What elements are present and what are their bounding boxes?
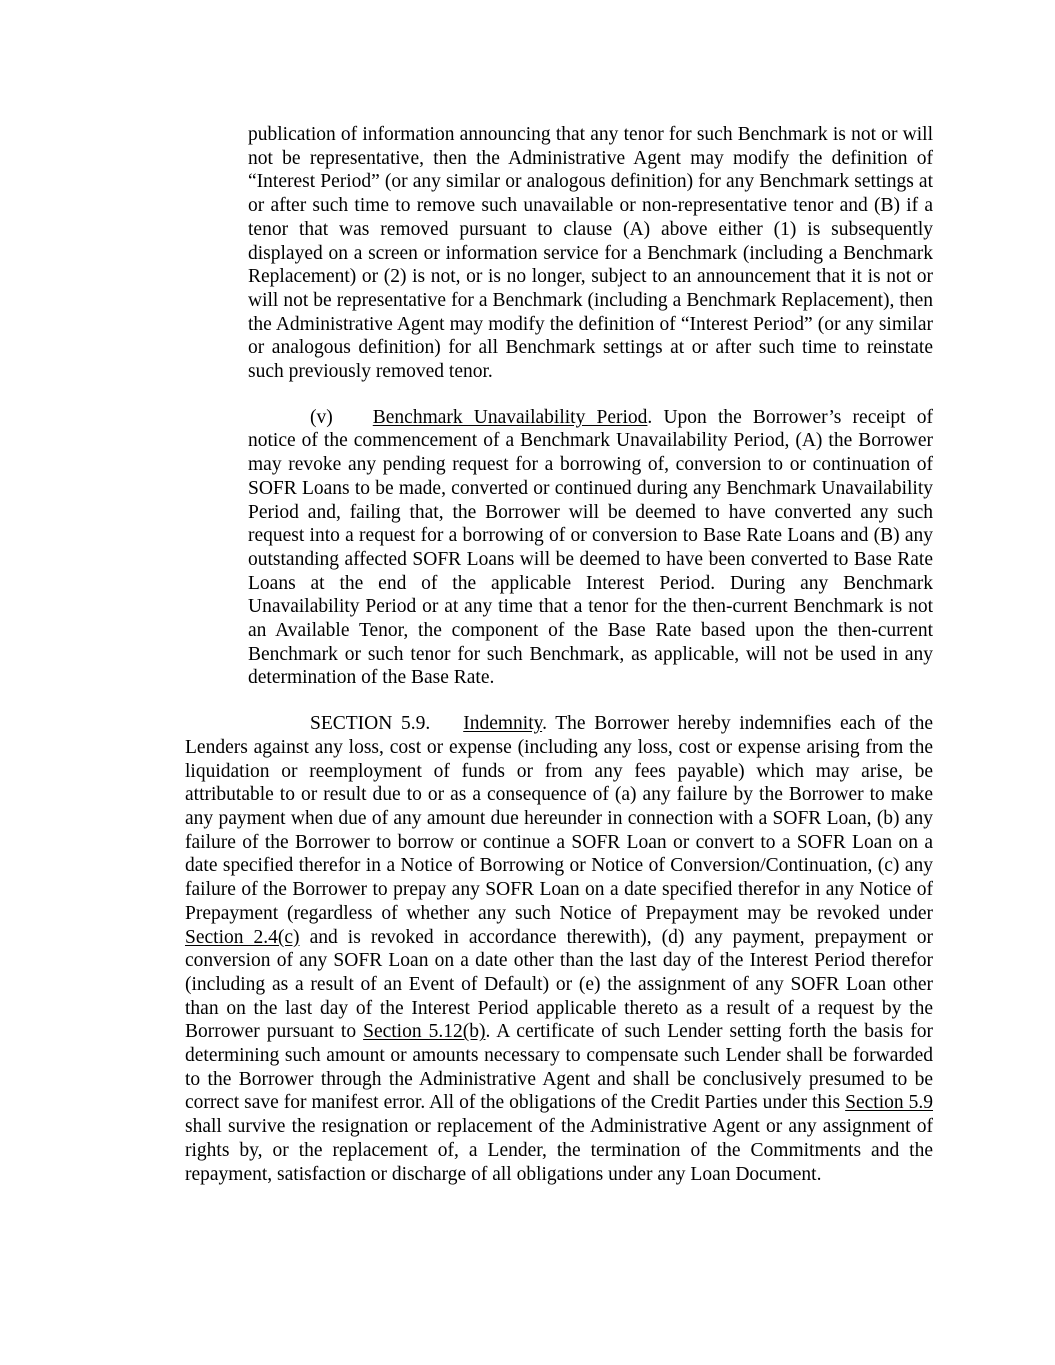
text-segment: and is revoked in accordance therewith), (d) any payment, prepayment or conversion of any SOFR Loan on a date other than the last day of the Interest Period therefor (including as a result of an Event of Default) or (e) the assignment of any SOFR Loan other than on the last day of the Interest Period applicable thereto as a result of a request by the Borrower pursuant to [185, 926, 933, 1043]
underlined-text: Indemnity [463, 713, 543, 735]
underlined-text: Benchmark Unavailability Period [372, 406, 648, 428]
paragraph-benchmark-tenor-continuation [248, 123, 933, 384]
underlined-text: Section 5.9 [845, 1092, 933, 1114]
tab-spacer [430, 728, 463, 729]
text-segment: (v) [310, 406, 333, 428]
text-segment: . A certificate of such Lender setting forth the basis for determining such amount or amounts necessary to compensate such Lender shall be forwarded to the Borrower through the Administrative Agent and shall be conclusively presumed to be correct save for manifest error. All of the obligations of the Credit Parties under this [185, 1021, 933, 1114]
text-segment: shall survive the resignation or replacement of the Administrative Agent or any assignment of rights by, or the replacement of, a Lender, the termination of the Commitments and the repayment, satisfaction or discharge of all obligations under any Loan Document. [185, 1116, 933, 1185]
text-segment: . The Borrower hereby indemnifies each of the Lenders against any loss, cost or expense (including any loss, cost or expense arising from the liquidation or reemployment of funds or from any fees payable) which may arise, be attributable to or result due to or as a consequence of (a) any failure by the Borrower to make any payment when due of any amount due hereunder in connection with a SOFR Loan, (b) any failure of the Borrower to borrow or continue a SOFR Loan or convert to a SOFR Loan on a date specified therefor in a Notice of Borrowing or Notice of Conversion/Continuation, (c) any failure of the Borrower to prepay any SOFR Loan on a date specified therefor in any Notice of Prepayment (regardless of whether any such Notice of Prepayment may be revoked under [185, 713, 933, 924]
text-segment: publication of information announcing that any tenor for such Benchmark is not or will not be representative, then the Administrative Agent may modify the definition of “Interest Period” (or any similar or analogous definition) for any Benchmark settings at or after such time to remove such unavailable or non-representative tenor and (B) if a tenor that was removed pursuant to clause (A) above either (1) is subsequently displayed on a screen or information service for a Benchmark (including a Benchmark Replacement) or (2) is not, or is no longer, subject to an announcement that it is not or will not be representative for a Benchmark (including a Benchmark Replacement), then the Administrative Agent may modify the definition of “Interest Period” (or any similar or analogous definition) for all Benchmark settings at or after such time to reinstate such previously removed tenor. [248, 124, 933, 383]
tab-spacer [333, 422, 373, 423]
underlined-text: Section 5.12(b) [363, 1021, 486, 1043]
text-segment: SECTION 5.9. [310, 713, 431, 735]
text-segment: . Upon the Borrower’s receipt of notice of the commencement of a Benchmark Unavailability Period, (A) the Borrower may revoke any pending request for a borrowing of, conversion to or continuation of SOFR Loans to be made, converted or continued during any Benchmark Unavailability Period and, failing that, the Borrower will be deemed to have converted any such request into a request for a borrowing of or conversion to Base Rate Loans and (B) any outstanding affected SOFR Loans will be deemed to have been converted to Base Rate Loans at the end of the applicable Interest Period. During any Benchmark Unavailability Period or at any time that a tenor for the then-current Benchmark is not an Available Tenor, the component of the Base Rate based upon the then-current Benchmark or such tenor for such Benchmark, as applicable, will not be used in any determination of the Base Rate. [248, 406, 933, 689]
paragraph-clause-v-benchmark-unavailability-period [248, 406, 933, 690]
underlined-text: Section 2.4(c) [185, 926, 300, 948]
paragraph-section-5-9-indemnity [185, 712, 933, 1186]
